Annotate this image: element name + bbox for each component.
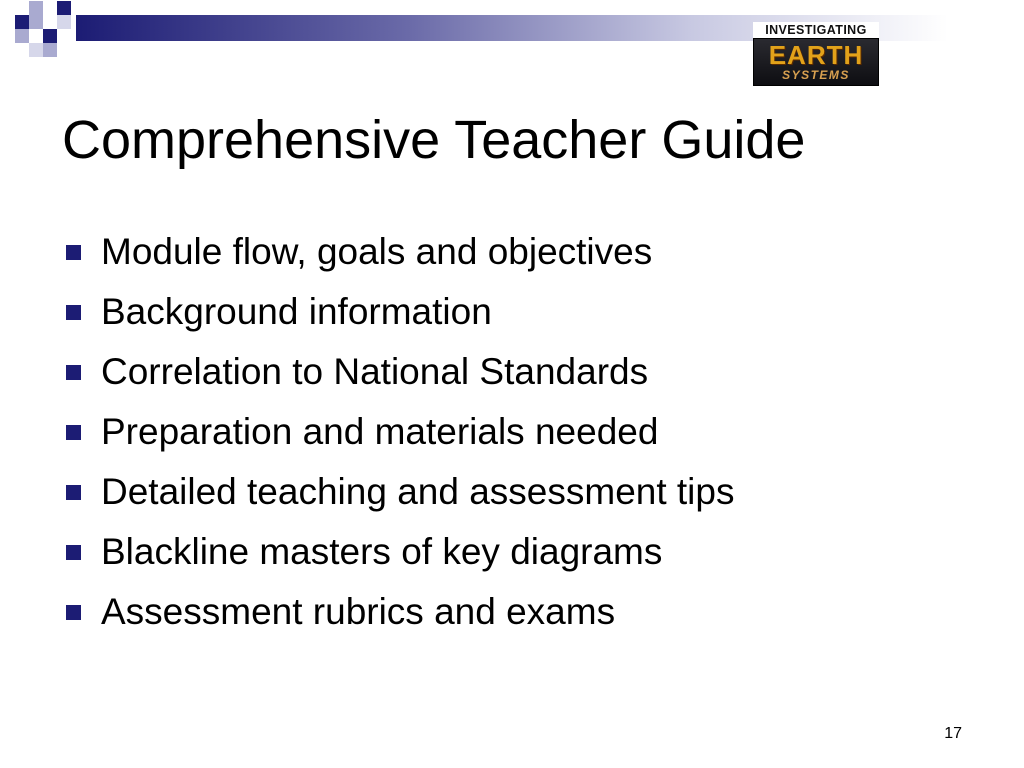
bullet-item (66, 582, 966, 642)
bullet-item (66, 282, 966, 342)
decor-square (15, 29, 29, 43)
decor-square (57, 1, 71, 15)
bullet-item (66, 222, 966, 282)
bullet-item (66, 522, 966, 582)
slide-title: Comprehensive Teacher Guide (62, 110, 806, 170)
square-bullet-icon (66, 605, 81, 620)
bullet-text: Detailed teaching and assessment tips (101, 471, 735, 512)
bullet-text: Preparation and materials needed (101, 411, 659, 452)
decor-square (29, 1, 43, 15)
bullet-text: Blackline masters of key diagrams (101, 531, 663, 572)
logo-top-text: INVESTIGATING (765, 23, 867, 37)
decor-square (15, 15, 29, 29)
decor-square (29, 15, 43, 29)
bullet-item (66, 462, 966, 522)
bullet-text: Correlation to National Standards (101, 351, 649, 392)
square-bullet-icon (66, 425, 81, 440)
square-bullet-icon (66, 365, 81, 380)
logo-box (753, 38, 879, 86)
bullet-item (66, 342, 966, 402)
bullet-text: Assessment rubrics and exams (101, 591, 616, 632)
square-bullet-icon (66, 545, 81, 560)
page-number: 17 (944, 725, 962, 742)
square-bullet-icon (66, 485, 81, 500)
bullet-item (66, 402, 966, 462)
bullet-text: Module flow, goals and objectives (101, 231, 653, 272)
logo-sub-text: SYSTEMS (782, 68, 850, 82)
square-bullet-icon (66, 245, 81, 260)
logo-main-text: EARTH (768, 40, 864, 70)
bullet-list (66, 222, 966, 642)
investigating-earth-systems-logo (753, 22, 879, 86)
bullet-text: Background information (101, 291, 492, 332)
header-gradient-bar (76, 15, 1024, 41)
decor-square (57, 15, 71, 29)
decor-square (43, 29, 57, 43)
decor-square (29, 43, 43, 57)
square-bullet-icon (66, 305, 81, 320)
decor-square (43, 43, 57, 57)
